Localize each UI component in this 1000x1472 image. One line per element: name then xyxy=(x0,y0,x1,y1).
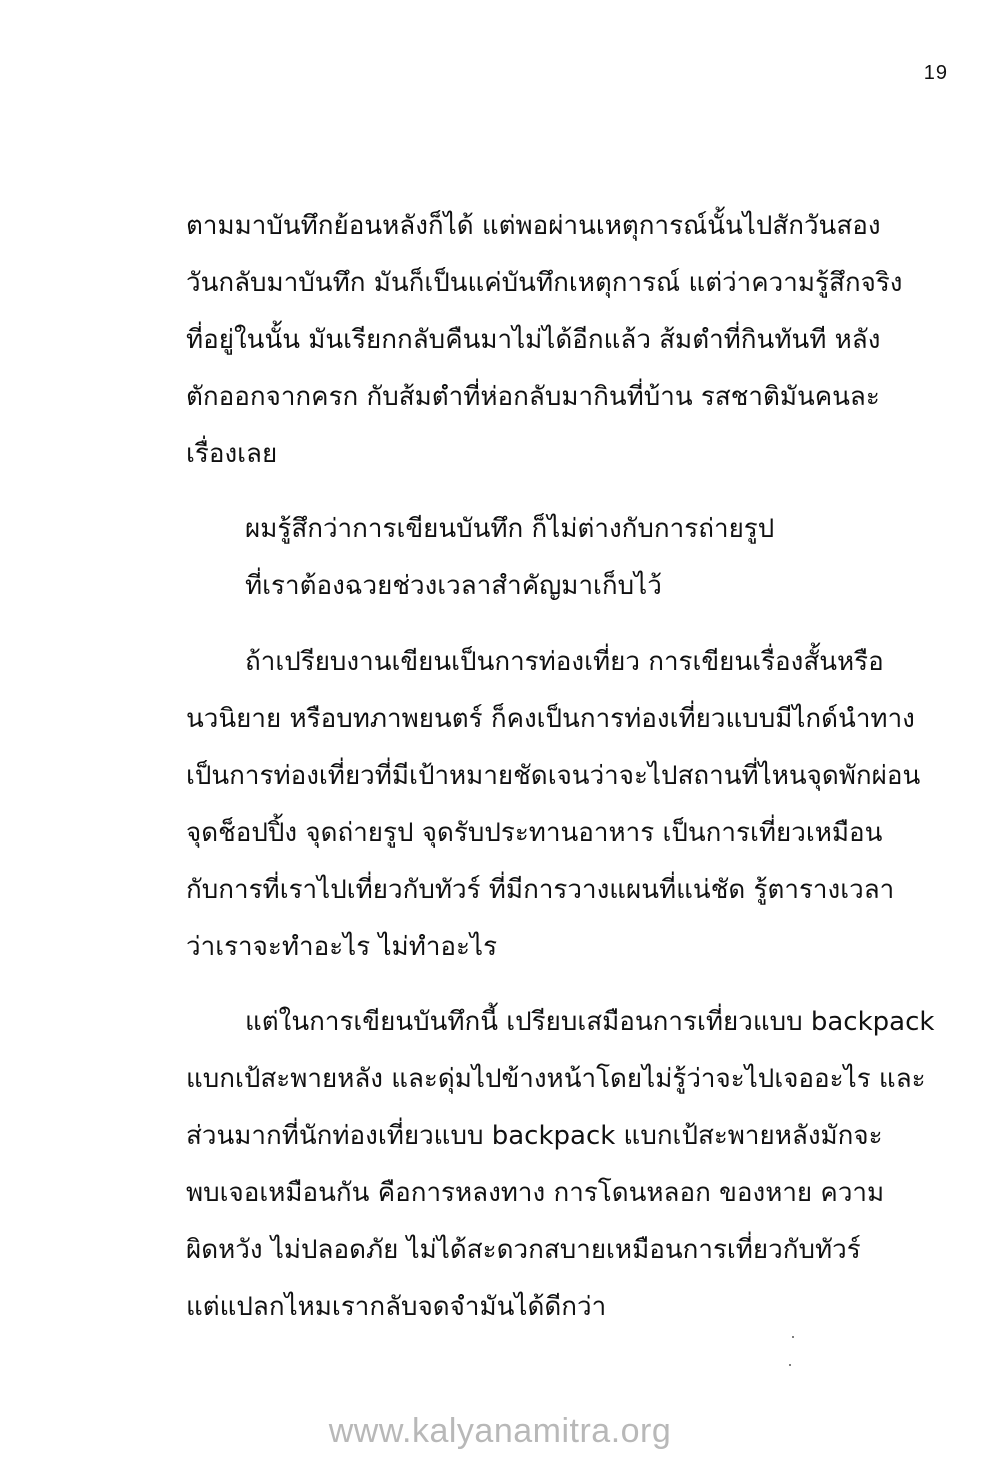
text-line: ถ้าเปรียบงานเขียนเป็นการท่องเที่ยว การเขียนเรื่องสั้นหรือ xyxy=(245,647,884,677)
page-number: 19 xyxy=(923,62,948,84)
text-line: ตักออกจากครก กับส้มตำที่ห่อกลับมากินที่บ้าน รสชาติมันคนละ xyxy=(186,382,880,412)
quote-line: ผมรู้สึกว่าการเขียนบันทึก ก็ไม่ต่างกับการถ่ายรูป xyxy=(245,514,775,544)
text-line: แต่ในการเขียนบันทึกนี้ เปรียบเสมือนการเที่ยวแบบ backpack xyxy=(245,1007,935,1037)
text-line: พบเจอเหมือนกัน คือการหลงทาง การโดนหลอก ของหาย ความ xyxy=(186,1178,885,1208)
scan-speck xyxy=(789,1364,791,1366)
text-line: ว่าเราจะทำอะไร ไม่ทำอะไร xyxy=(186,932,498,962)
text-line: ผิดหวัง ไม่ปลอดภัย ไม่ได้สะดวกสบายเหมือนการเที่ยวกับทัวร์ xyxy=(186,1235,861,1265)
text-line: ที่อยู่ในนั้น มันเรียกกลับคืนมาไม่ได้อีกแล้ว ส้มตำที่กินทันที หลัง xyxy=(186,325,881,355)
scan-speck xyxy=(792,1336,794,1338)
text-line: กับการที่เราไปเที่ยวกับทัวร์ ที่มีการวางแผนที่แน่ชัด รู้ตารางเวลา xyxy=(186,875,895,905)
text-line: จุดช็อปปิ้ง จุดถ่ายรูป จุดรับประทานอาหาร เป็นการเที่ยวเหมือน xyxy=(186,818,883,848)
text-line: นวนิยาย หรือบทภาพยนตร์ ก็คงเป็นการท่องเที่ยวแบบมีไกด์นำทาง xyxy=(186,704,915,734)
text-line: แบกเป้สะพายหลัง และดุ่มไปข้างหน้าโดยไม่รู้ว่าจะไปเจออะไร และ xyxy=(186,1064,926,1094)
text-line: แต่แปลกไหมเรากลับจดจำมันได้ดีกว่า xyxy=(186,1292,607,1322)
quote-line: ที่เราต้องฉวยช่วงเวลาสำคัญมาเก็บไว้ xyxy=(245,571,662,601)
text-line: ส่วนมากที่นักท่องเที่ยวแบบ backpack แบกเป้สะพายหลังมักจะ xyxy=(186,1121,883,1151)
text-line: เรื่องเลย xyxy=(186,439,278,469)
text-line: เป็นการท่องเที่ยวที่มีเป้าหมายชัดเจนว่าจะไปสถานที่ไหนจุดพักผ่อน xyxy=(186,761,921,791)
text-line: วันกลับมาบันทึก มันก็เป็นแค่บันทึกเหตุการณ์ แต่ว่าความรู้สึกจริง xyxy=(186,268,903,298)
watermark: www.kalyanamitra.org xyxy=(328,1412,672,1450)
text-line: ตามมาบันทึกย้อนหลังก็ได้ แต่พอผ่านเหตุการณ์นั้นไปสักวันสอง xyxy=(186,211,881,241)
